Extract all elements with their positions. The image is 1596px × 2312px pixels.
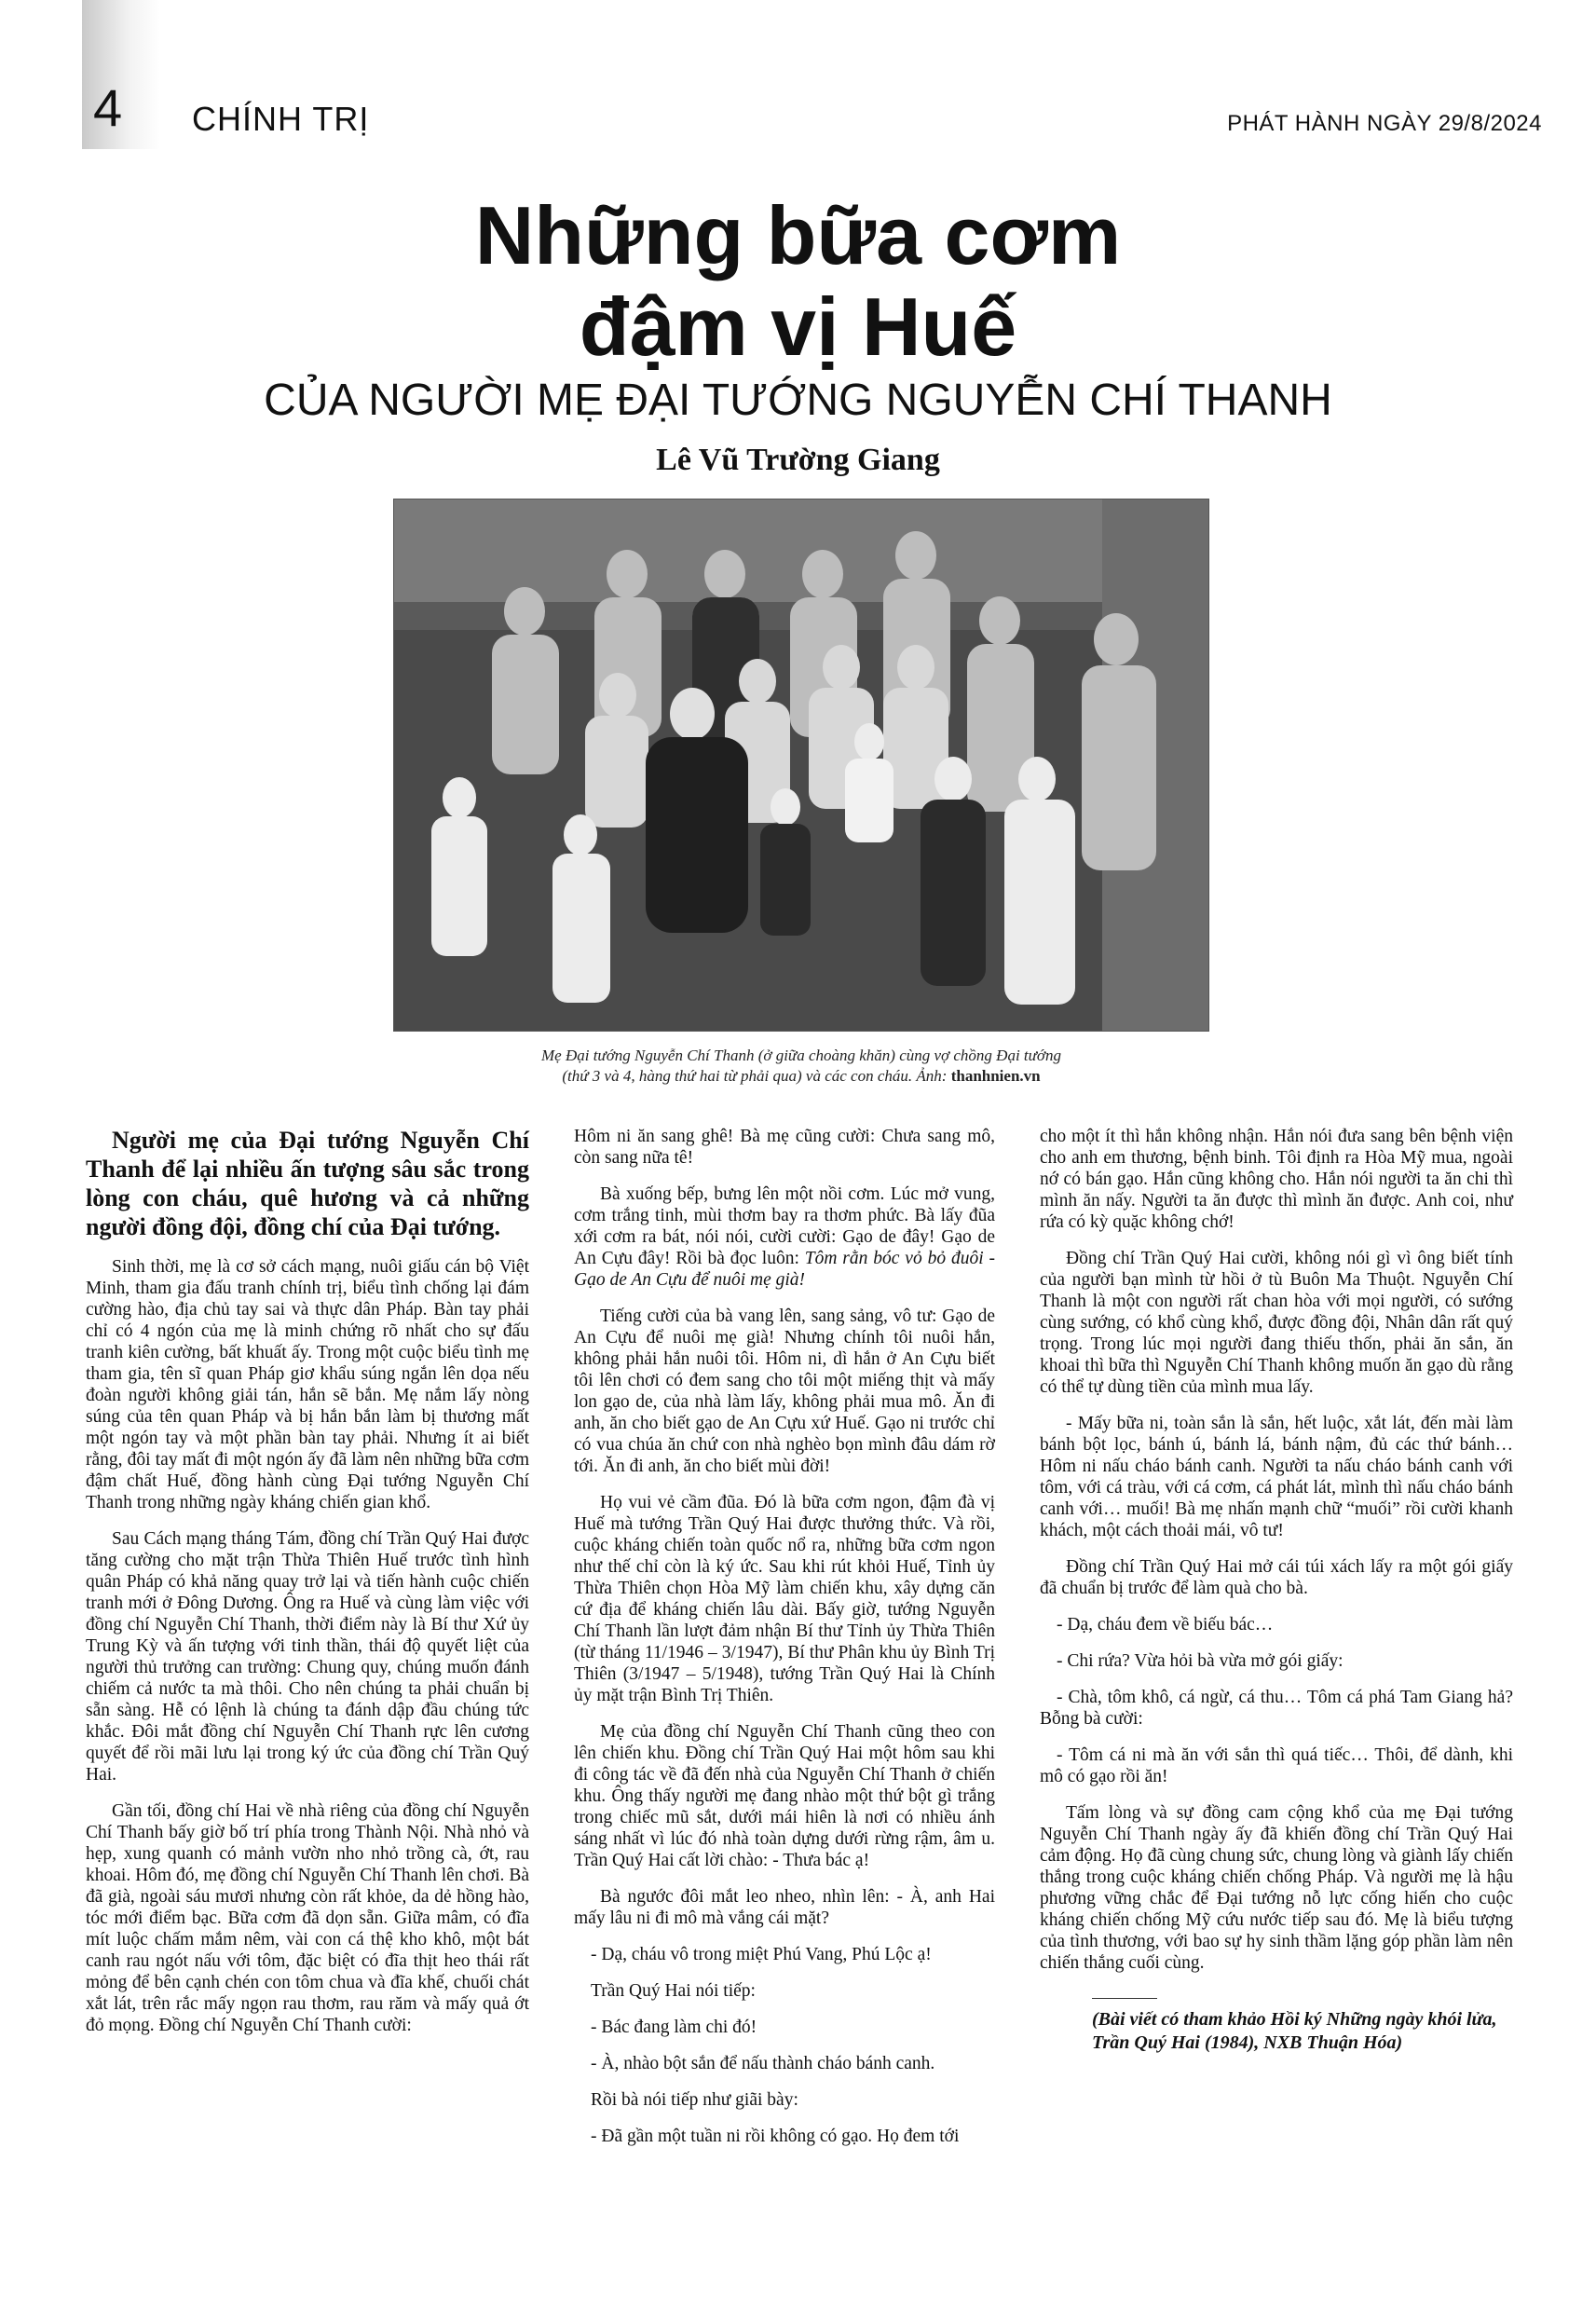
dialogue-line: - Bác đang làm chi đó! <box>591 2018 757 2037</box>
photo-illustration <box>394 499 1208 1031</box>
article-author: Lê Vũ Trường Giang <box>656 443 940 477</box>
article-subtitle: CỦA NGƯỜI MẸ ĐẠI TƯỚNG NGUYỄN CHÍ THANH <box>264 376 1332 425</box>
paragraph: Tiếng cười của bà vang lên, sang sảng, vô tư: Gạo de An Cựu để nuôi mẹ già! Nhưng chính tôi nuôi hắn, không phải hắn nuôi tôi. Hôm ni, dì hắn ở An Cựu biết tôi lên chơi có đem sang cho tôi một miếng thịt và mấy lon gạo de, của nhà làm lấy, không phải mua mô. Ăn đi anh, ăn cho biết gạo de An Cựu xứ Huế. Gạo ni trước chỉ có vua chúa ăn chứ con nhà nghèo bọn mình đâu dám rờ tới. Ăn đi anh, ăn cho biết mùi đời! <box>574 1306 995 1476</box>
paragraph: Hôm ni ăn sang ghê! Bà mẹ cũng cười: Chưa sang mô, còn sang nữa tê! <box>574 1127 995 1168</box>
article-lead: Người mẹ của Đại tướng Nguyễn Chí Thanh để lại nhiều ấn tượng sâu sắc trong lòng con cháu, quê hương và cả những người đồng đội, đồng chí của Đại tướng. <box>86 1127 529 1240</box>
family-group-photo <box>393 499 1209 1032</box>
caption-line-2: (thứ 3 và 4, hàng thứ hai từ phải qua) và các con cháu. Ảnh: thanhnien.vn <box>562 1067 1041 1085</box>
dialogue-line: - Chà, tôm khô, cá ngừ, cá thu… Tôm cá phá Tam Giang hả? Bỗng bà cười: <box>1040 1688 1513 1729</box>
article-column-3 <box>1040 1126 1513 2055</box>
quoted-verse: Tôm rằn bóc vỏ bỏ đuôi - Gạo de An Cựu để nuôi mẹ già! <box>574 1249 995 1290</box>
issue-date: PHÁT HÀNH NGÀY 29/8/2024 <box>1227 111 1542 136</box>
dialogue-line: - Dạ, cháu đem về biếu bác… <box>1057 1615 1274 1635</box>
title-line-2: đậm vị Huế <box>579 280 1017 373</box>
caption-line-1: Mẹ Đại tướng Nguyễn Chí Thanh (ở giữa choàng khăn) cùng vợ chồng Đại tướng <box>541 1047 1061 1064</box>
dialogue-line: Rồi bà nói tiếp như giãi bày: <box>591 2090 798 2110</box>
dialogue-line: - Dạ, cháu vô trong miệt Phú Vang, Phú Lộc ạ! <box>591 1945 932 1964</box>
dialogue-line: - Đã gần một tuần ni rồi không có gạo. Họ đem tới <box>591 2127 960 2146</box>
paragraph: Sau Cách mạng tháng Tám, đồng chí Trần Quý Hai được tăng cường cho mặt trận Thừa Thiên Huế trước tình hình quân Pháp có khả năng quay trở lại và tiến hành cuộc chiến tranh mới ở Đông Dương. Ông ra Huế và cùng làm việc với đồng chí Nguyễn Chí Thanh, thời điểm này là Bí thư Xứ ủy Trung Kỳ và ấn tượng với tinh thần, thái độ quyết liệt của người thủ trưởng can trường: Chung quy, chúng muốn đánh chiếm cả nước ta mà thôi. Cho nên chúng ta phải chuẩn bị sẵn sàng. Hễ có lệnh là chúng ta đánh dập đầu chúng tức khắc. Đôi mắt đồng chí Nguyễn Chí Thanh rực lên cương quyết để rồi mãi lưu lại trong ký ức của đồng chí Trần Quý Hai. <box>86 1529 529 1785</box>
dialogue-line: Trần Quý Hai nói tiếp: <box>591 1981 756 2001</box>
paragraph: Mẹ của đồng chí Nguyễn Chí Thanh cũng theo con lên chiến khu. Đồng chí Trần Quý Hai một hôm sau khi đi công tác về đã đến nhà của Nguyễn Chí Thanh ở chiến khu. Ông thấy người mẹ đang nhào một thứ bột gì trắng trong chiếc mũ sắt, dưới mái hiên là nơi có nhiều ánh sáng nhất vì lúc đó nhà toàn dựng dưới rừng rậm, âm u. Trần Quý Hai cất lời chào: - Thưa bác ạ! <box>574 1722 995 1870</box>
page-number: 4 <box>93 78 123 137</box>
credits-divider <box>1092 1998 1157 1999</box>
paragraph: Tấm lòng và sự đồng cam cộng khổ của mẹ Đại tướng Nguyễn Chí Thanh ngày ấy đã khiến đồng chí Trần Quý Hai cảm động. Họ đã cùng chung sức, chung lòng và giành lấy chiến thắng trong cuộc kháng chiến chống Pháp. Và người mẹ là hậu phương vững chắc để Đại tướng nỗ lực cống hiến cho cuộc kháng chiến chống Mỹ cứu nước tiếp sau đó. Mẹ là biểu tượng của tình thương, với bao sự hy sinh thầm lặng góp phần làm nên chiến thắng cuối cùng. <box>1040 1803 1513 1973</box>
paragraph: Gần tối, đồng chí Hai về nhà riêng của đồng chí Nguyễn Chí Thanh bấy giờ bố trí phía trong Thành Nội. Nhà nhỏ và hẹp, xung quanh có mảnh vườn nho nhỏ trồng cà, ớt, rau khoai. Hôm đó, mẹ đồng chí Nguyễn Chí Thanh lên chơi. Bà đã già, ngoài sáu mươi nhưng còn rất khỏe, da dẻ hồng hào, tóc mới điểm bạc. Bữa cơm đã dọn sẵn. Giữa mâm, có đĩa mít luộc chấm mắm nêm, vài con cá thệ kho khô, một bát canh rau ngót nấu với tôm, đặc biệt có đĩa thịt heo thái rất mỏng để bên cạnh chén con tôm chua và đĩa khế, chuối chát xắt lát, trên rắc mấy ngọn rau thơm, rau răm và mấy quả ớt đỏ mọng. Đồng chí Nguyễn Chí Thanh cười: <box>86 1801 529 2035</box>
title-line-1: Những bữa cơm <box>474 189 1122 281</box>
article-title <box>0 190 1596 373</box>
paragraph: Đồng chí Trần Quý Hai mở cái túi xách lấy ra một gói giấy đã chuẩn bị trước để làm quà cho bà. <box>1040 1557 1513 1598</box>
caption-source: thanhnien.vn <box>950 1067 1041 1085</box>
paragraph: Đồng chí Trần Quý Hai cười, không nói gì vì ông biết tính của người bạn mình từ hồi ở tù Buôn Ma Thuột. Nguyễn Chí Thanh là một con người rất chan hòa với mọi người, có sướng cùng sướng, có khổ cùng khổ, được đồng đội, Nhân dân rất quý trọng. Trong lúc mọi người đang thiếu thốn, phải ăn sắn, ăn khoai thì bữa thì Nguyễn Chí Thanh không muốn ăn gạo dù rằng có thể tự dùng tiền của mình mua lấy. <box>1040 1249 1513 1397</box>
paragraph: cho một ít thì hắn không nhận. Hắn nói đưa sang bên bệnh viện cho anh em thương, bệnh binh. Tôi định ra Hòa Mỹ mua, ngoài nớ có bán gạo. Hắn cũng không cho. Hắn nói người ta ăn chi thì mình ăn nấy. Người ta ăn được thì mình ăn được. Anh coi, như rứa có kỳ quặc không chớ! <box>1040 1127 1513 1232</box>
paragraph: Sinh thời, mẹ là cơ sở cách mạng, nuôi giấu cán bộ Việt Minh, tham gia đấu tranh chính trị, biểu tình chống lại đám cường hào, địa chủ tay sai và thực dân Pháp. Bàn tay phải chỉ có 4 ngón của mẹ là minh chứng rõ nhất cho sự đấu tranh kiên cường, bất khuất ấy. Trong một cuộc biểu tình mẹ tham gia, tên sĩ quan Pháp giơ khẩu súng ngắn lên dọa nếu đoàn người không giải tán, hắn sẽ bắn. Mẹ nắm lấy nòng súng của tên quan Pháp và bị hắn bắn làm bị thương mất một ngón tay và một phần bàn tay phải. Nhưng ít ai biết rằng, đôi tay mất đi một ngón ấy đã làm nên những bữa cơm đậm chất Huế, đồng hành cùng Đại tướng Nguyễn Chí Thanh trong những ngày kháng chiến gian khổ. <box>86 1257 529 1512</box>
paragraph: Bà ngước đôi mắt leo nheo, nhìn lên: - À, anh Hai mấy lâu ni đi mô mà vắng cái mặt? <box>574 1887 995 1928</box>
paragraph: - Mấy bữa ni, toàn sắn là sắn, hết luộc, xắt lát, đến mài làm bánh bột lọc, bánh ú, bánh lá, bánh nậm, đủ các thứ bánh… Hôm ni nấu cháo bánh canh. Người ta nấu cháo bánh canh với tôm, với cá tràu, với cá cơm, cá phát lát, mình thì nấu cháo bánh canh với… muối! Bà mẹ nhấn mạnh chữ “muối” rồi cười khanh khách, một cách thoải mái, vô tư! <box>1040 1414 1513 1540</box>
article-column-2 <box>574 1126 995 2162</box>
dialogue-line: - À, nhào bột sắn để nấu thành cháo bánh canh. <box>591 2054 935 2073</box>
photo-caption <box>447 1046 1155 1087</box>
paragraph: Họ vui vẻ cầm đũa. Đó là bữa cơm ngon, đậm đà vị Huế mà tướng Trần Quý Hai được thưởng thức. Và rồi, cuộc kháng chiến toàn quốc nổ ra, những bữa cơm ngon như thế chỉ còn là ký ức. Sau khi rút khỏi Huế, Tỉnh ủy Thừa Thiên chọn Hòa Mỹ làm chiến khu, xây dựng căn cứ địa để kháng chiến lâu dài. Bấy giờ, tướng Nguyễn Chí Thanh lần lượt đảm nhận Bí thư Tỉnh ủy Thừa Thiên (từ tháng 11/1946 – 3/1947), Bí thư Phân khu ủy Bình Trị Thiên (3/1947 – 5/1948), tướng Trần Quý Hai là Chính ủy mặt trận Bình Trị Thiên. <box>574 1493 995 1705</box>
paragraph: Bà xuống bếp, bưng lên một nồi cơm. Lúc mở vung, cơm trắng tinh, mùi thơm bay ra thơm phức. Bà lấy đũa xới cơm ra bát, nói nói, cười cười: Gạo de đây! Gạo de An Cựu đây! Rồi bà đọc luôn: Tôm rằn bóc vỏ bỏ đuôi - Gạo de An Cựu để nuôi mẹ già! <box>574 1184 995 1290</box>
article-credits: (Bài viết có tham khảo Hồi ký Những ngày khói lửa, Trần Quý Hai (1984), NXB Thuận Hóa) <box>1092 2009 1497 2053</box>
dialogue-line: - Chi rứa? Vừa hỏi bà vừa mở gói giấy: <box>1057 1651 1344 1671</box>
section-label: CHÍNH TRỊ <box>192 100 370 138</box>
article-column-1 <box>86 1126 529 2051</box>
dialogue-line: - Tôm cá ni mà ăn với sắn thì quá tiếc… Thôi, để dành, khi mô có gạo rồi ăn! <box>1040 1745 1513 1786</box>
